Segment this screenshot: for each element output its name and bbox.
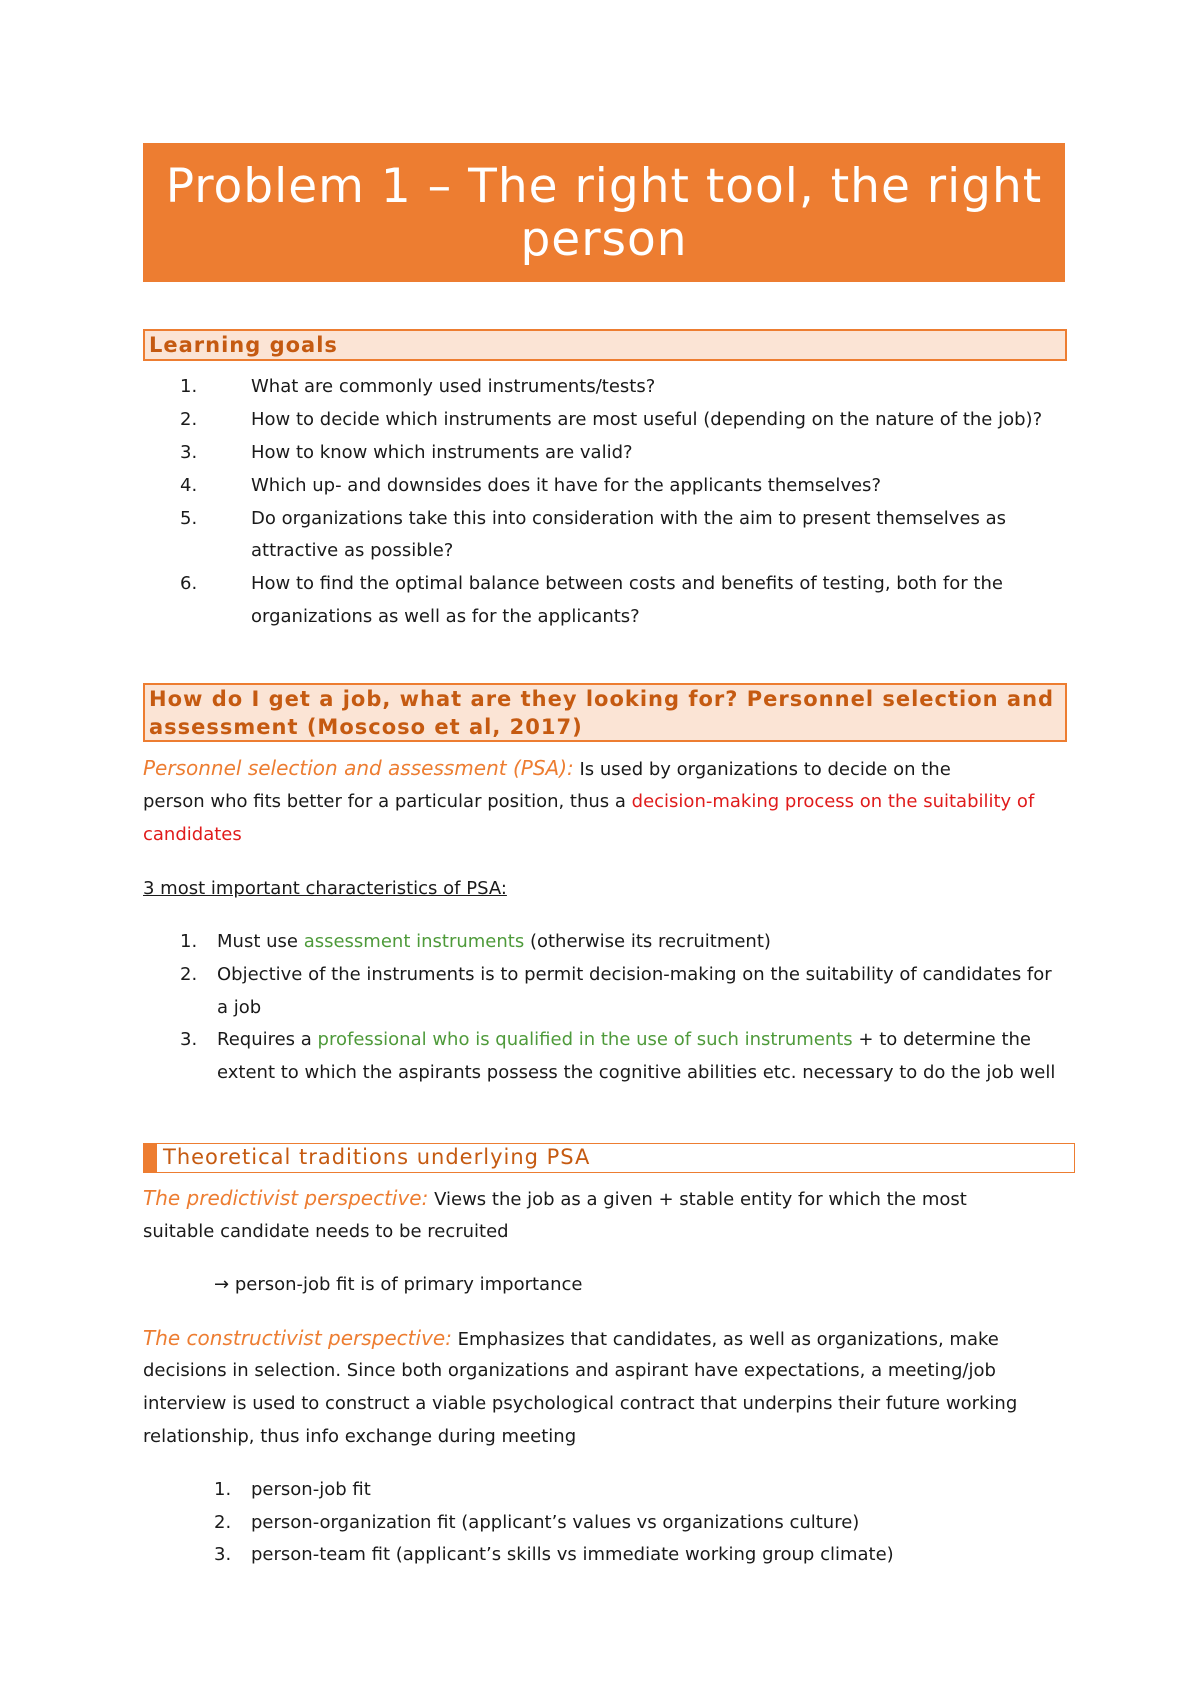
char-text: Requires a <box>217 1029 318 1050</box>
constructivist-line4: relationship, thus info exchange during meeting <box>143 1426 577 1447</box>
psa-def-highlight: decision-making process on the suitability of <box>631 791 1035 812</box>
char-text: Must use <box>217 931 304 952</box>
psa-def-text: Is used by organizations to decide on the <box>573 759 951 780</box>
psa-heading-line2: assessment (Moscoso et al, 2017) <box>149 715 583 739</box>
constructivist-line1 <box>143 1325 999 1353</box>
goal-number: 2. <box>180 409 198 430</box>
goal-text-cont: organizations as well as for the applicants? <box>251 606 640 627</box>
fit-item: person-team fit (applicant’s skills vs immediate working group climate) <box>251 1544 894 1565</box>
char-highlight: assessment instruments <box>303 931 525 952</box>
char-number: 3. <box>180 1029 198 1050</box>
constructivist-line3: interview is used to construct a viable psychological contract that underpins their future working <box>143 1393 1018 1414</box>
psa-heading <box>143 683 1067 742</box>
goal-number: 5. <box>180 508 198 529</box>
predictivist-term: The predictivist perspective: <box>143 1186 429 1210</box>
char-item-1 <box>217 929 771 955</box>
char-number: 2. <box>180 964 198 985</box>
predictivist-line1 <box>143 1185 967 1213</box>
constructivist-line2: decisions in selection. Since both organizations and aspirant have expectations, a meeting/job <box>143 1360 996 1381</box>
char-text: + to determine the <box>852 1029 1031 1050</box>
char-item-2: Objective of the instruments is to permit decision-making on the suitability of candidates for <box>217 964 1052 985</box>
arrow-right-icon: → <box>214 1274 230 1295</box>
psa-definition-line3: candidates <box>143 824 242 845</box>
char-text: (otherwise its recruitment) <box>524 931 771 952</box>
page-title: Problem 1 – The right tool, the right person <box>143 143 1065 282</box>
traditions-heading: Theoretical traditions underlying PSA <box>143 1143 1075 1173</box>
predictivist-fit <box>214 1272 582 1298</box>
predictivist-line2: suitable candidate needs to be recruited <box>143 1221 509 1242</box>
psa-definition-line2 <box>143 789 1034 815</box>
char-item-3 <box>217 1027 1031 1053</box>
goal-text: Do organizations take this into consideration with the aim to present themselves as <box>251 508 1007 529</box>
goal-text: How to decide which instruments are most useful (depending on the nature of the job)? <box>251 409 1043 430</box>
char-highlight: professional who is qualified in the use of such instruments <box>317 1029 853 1050</box>
char-number: 1. <box>180 931 198 952</box>
constructivist-text: Emphasizes that candidates, as well as organizations, make <box>451 1329 999 1350</box>
fit-item: person-organization fit (applicant’s values vs organizations culture) <box>251 1512 860 1533</box>
characteristics-heading: 3 most important characteristics of PSA: <box>143 878 507 899</box>
fit-number: 1. <box>214 1479 232 1500</box>
fit-item: person-job fit <box>251 1479 371 1500</box>
char-item-3-cont: extent to which the aspirants possess the cognitive abilities etc. necessary to do the job well <box>217 1062 1056 1083</box>
psa-heading-line1: How do I get a job, what are they looking for? Personnel selection and <box>149 687 1055 711</box>
psa-term: Personnel selection and assessment (PSA): <box>143 756 574 780</box>
fit-number: 3. <box>214 1544 232 1565</box>
goal-text-cont: attractive as possible? <box>251 540 454 561</box>
fit-number: 2. <box>214 1512 232 1533</box>
constructivist-term: The constructivist perspective: <box>143 1326 452 1350</box>
predictivist-text: Views the job as a given + stable entity for which the most <box>428 1189 967 1210</box>
goal-number: 3. <box>180 442 198 463</box>
psa-definition-line1 <box>143 755 951 783</box>
predictivist-fit-text: person-job fit is of primary importance <box>229 1274 583 1295</box>
goal-text: What are commonly used instruments/tests? <box>251 376 656 397</box>
goal-number: 1. <box>180 376 198 397</box>
goal-text: How to find the optimal balance between costs and benefits of testing, both for the <box>251 573 1003 594</box>
learning-goals-heading: Learning goals <box>143 329 1067 361</box>
goal-text: How to know which instruments are valid? <box>251 442 633 463</box>
psa-def-text: person who fits better for a particular position, thus a <box>143 791 632 812</box>
char-item-2-cont: a job <box>217 997 262 1018</box>
goal-text: Which up- and downsides does it have for the applicants themselves? <box>251 475 881 496</box>
goal-number: 4. <box>180 475 198 496</box>
goal-number: 6. <box>180 573 198 594</box>
